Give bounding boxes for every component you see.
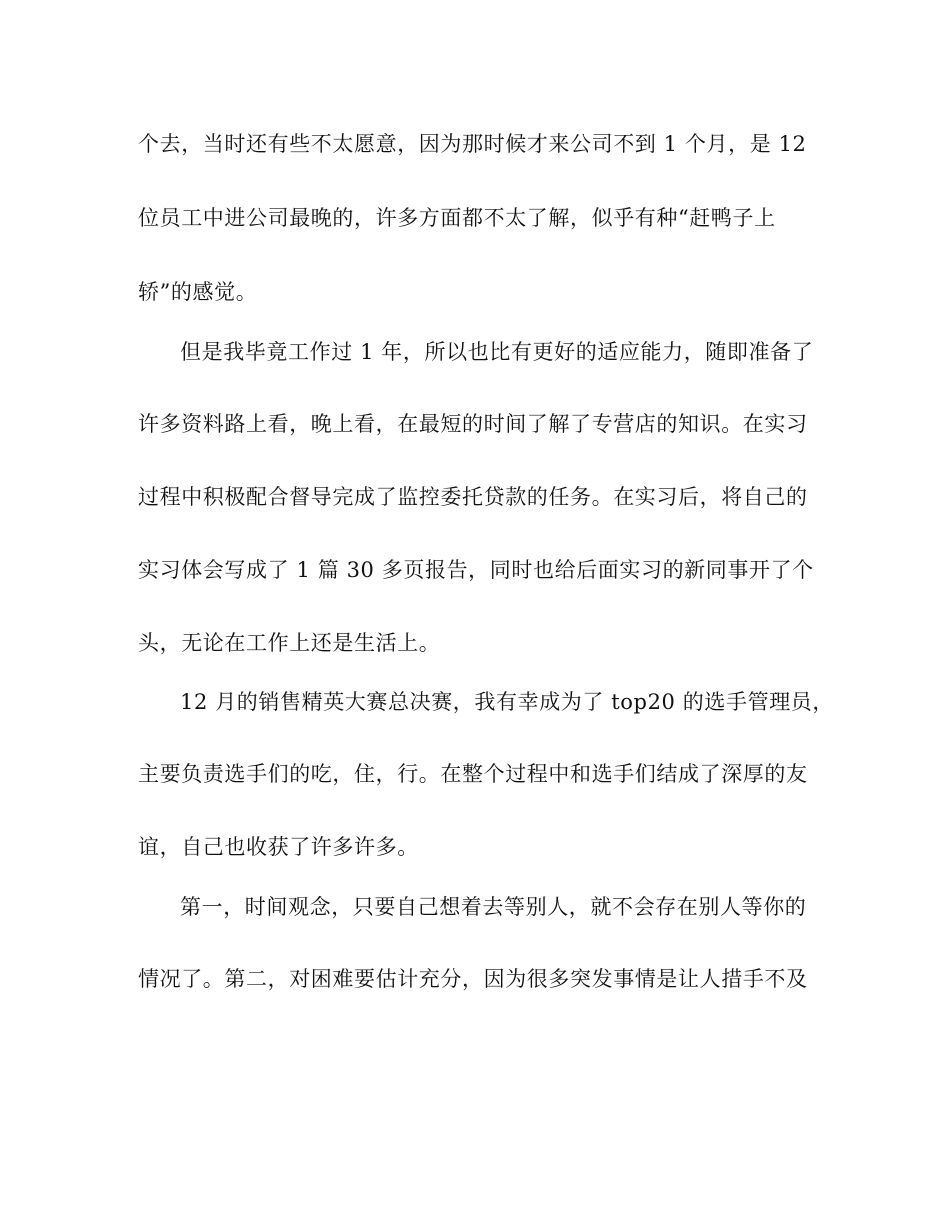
- text-line: 实习体会写成了 1 篇 30 多页报告，同时也给后面实习的新同事开了个: [138, 558, 814, 582]
- text-line: 过程中积极配合督导完成了监控委托贷款的任务。在实习后，将自己的: [138, 485, 808, 509]
- text-line: 头，无论在工作上还是生活上。: [138, 631, 441, 655]
- text-line: 谊，自己也收获了许多许多。: [138, 835, 419, 859]
- text-line: 12 月的销售精英大赛总决赛，我有幸成为了 top20 的选手管理员，: [180, 690, 834, 714]
- text-line: 位员工中进公司最晚的，许多方面都不太了解，似乎有种“赶鸭子上: [138, 206, 776, 230]
- text-line: 但是我毕竟工作过 1 年，所以也比有更好的适应能力，随即准备了: [180, 340, 814, 364]
- text-line: 主要负责选手们的吃，住，行。在整个过程中和选手们结成了深厚的友: [138, 762, 808, 786]
- text-line: 许多资料路上看，晚上看，在最短的时间了解了专营店的知识。在实习: [138, 412, 808, 436]
- text-line: 轿”的感觉。: [138, 280, 258, 304]
- text-line: 第一，时间观念，只要自己想着去等别人，就不会存在别人等你的: [180, 895, 807, 919]
- text-line: 情况了。第二，对困难要估计充分，因为很多突发事情是让人措手不及: [138, 967, 808, 991]
- text-line: 个去，当时还有些不太愿意，因为那时候才来公司不到 1 个月，是 12: [138, 132, 807, 156]
